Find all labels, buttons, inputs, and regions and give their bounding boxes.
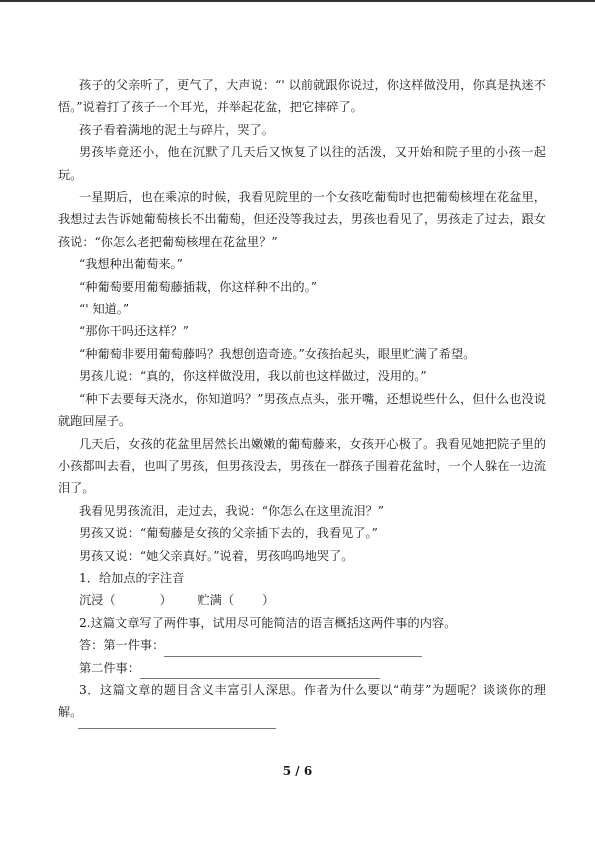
question-1-title: 1．给加点的字注音 [79,570,185,585]
q2-first-label: 答：第一件事： [79,638,165,653]
story-paragraph-8: 男孩又说：“她父亲真好。”说着，男孩呜呜地哭了。 [79,548,354,563]
story-paragraph-5: 几天后，女孩的花盆里居然长出嫩嫩的葡萄藤来，女孩开心极了。我看见她把院子里的小孩都叫去看，也叫了男孩，但男孩没去，男孩在一群孩子围着花盆时，一个人躲在一边流泪了。 [58,436,546,496]
dialogue-line-1: “我想种出葡萄来。” [79,257,183,272]
question-2-first-answer [58,634,546,656]
story-paragraph-3: 男孩毕竟还小，他在沉默了几天后又恢复了以往的活泼，又开始和院子里的小孩一起玩。 [58,145,546,182]
q3-answer-line[interactable] [78,728,276,729]
q2-second-label: 第二件事： [79,660,140,675]
document-body [58,74,546,724]
story-paragraph-6: 我看见男孩流泪，走过去，我说：“你怎么在这里流泪？” [79,503,384,518]
story-paragraph-1: 孩子的父亲听了，更气了，大声说：“' 以前就跟你说过，你这样做没用，你真是执迷不悟。”说着打了孩子一个耳光，并举起花盆，把它摔碎了。 [58,78,546,115]
q2-first-answer-line[interactable] [164,642,422,657]
story-paragraph-4: 一星期后，也在乘凉的时候，我看见院里的一个女孩吃葡萄时也把葡萄核埋在花盆里，我想过去告诉她葡萄核长不出葡萄，但还没等我过去，男孩也看见了，男孩走了过去，跟女孩说：“你怎么老把葡萄核埋在花盆里？” [58,190,546,249]
question-2-title: 2.这篇文章写了两件事，试用尽可能简洁的语言概括这两件事的内容。 [79,615,457,630]
dialogue-line-4: “那你干吗还这样？” [79,324,189,339]
page-number: 5 / 6 [282,764,313,778]
dialogue-line-3: “' 知道。” [79,302,130,317]
dialogue-line-7: “种下去要每天浇水，你知道吗？”男孩点点头，张开嘴，还想说些什么，但什么也没说就跑回屋子。 [58,391,546,429]
story-paragraph-2: 孩子看着满地的泥土与碎片，哭了。 [79,122,274,137]
dialogue-line-2: “种葡萄要用葡萄藤插栽，你这样种不出的。” [79,279,317,294]
question-3-title: 3．这篇文章的题目含义丰富引人深思。作者为什么要以“萌芽”为题呢？谈谈你的理解。 [58,682,546,720]
story-paragraph-7: 男孩又说：“葡萄藤是女孩的父亲插下去的，我看见了。” [79,526,378,541]
q1-word-2: 贮满（ [197,593,235,608]
dialogue-line-6: 男孩儿说：“真的，你这样做没用，我以前也这样做过，没用的。” [79,369,427,384]
q1-word-1-close: ） [159,593,172,608]
question-2-second-answer [58,657,546,679]
q1-word-1: 沉浸（ [79,593,116,608]
q1-word-2-close: ） [262,593,275,608]
question-1-items [58,589,546,611]
top-border [0,0,595,2]
q2-second-answer-line[interactable] [140,664,380,679]
dialogue-line-5: “种葡萄非要用葡萄藤吗？我想创造奇迹。”女孩抬起头，眼里贮满了希望。 [79,346,476,361]
